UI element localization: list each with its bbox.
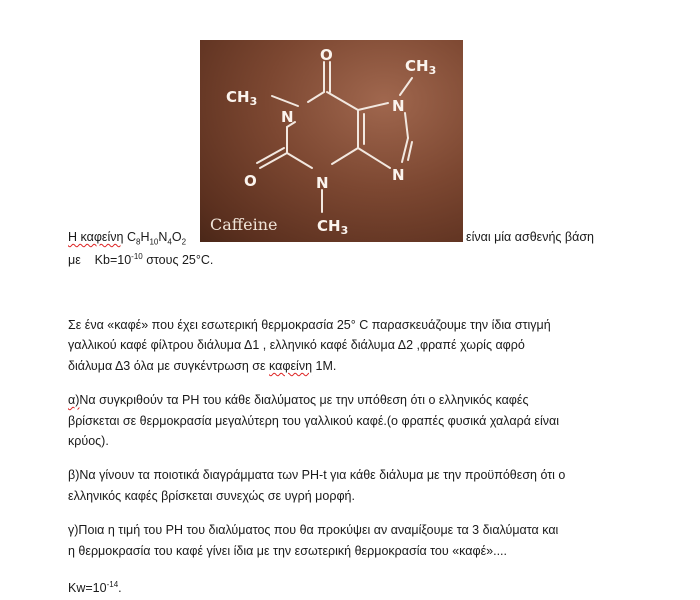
paragraph1-line3: διάλυμα Δ3 όλα με συγκέντρωση σε καφείνη 1Μ.	[68, 359, 337, 373]
atom-n3: N	[316, 174, 329, 192]
kw-line: $Kw=10^{-14}$.	[68, 580, 122, 596]
paragraph1-line1: Σε ένα «καφέ» που έχει εσωτερική θερμοκρασία 25° C παρασκευάζουμε την ίδια στιγμή	[68, 318, 551, 332]
question-c-line2: η θερμοκρασία του καφέ γίνει ίδια με την εσωτερική θερμοκρασία του «καφέ»....	[68, 544, 507, 558]
atom-o-left: O	[244, 172, 257, 190]
paragraph1-line2: γαλλικού καφέ φίλτρου διάλυμα Δ1 , ελληνικό καφέ διάλυμα Δ2 ,φραπέ χωρίς αφρό	[68, 338, 525, 352]
question-a-line3: κρύος).	[68, 434, 109, 448]
atom-n1: N	[281, 108, 294, 126]
question-b-line2: ελληνικός καφές βρίσκεται συνεχώς σε υγρή μορφή.	[68, 489, 355, 503]
caffeine-label: Caffeine	[210, 215, 278, 234]
atom-n9: N	[392, 166, 405, 184]
caffeine-structure-image	[200, 40, 463, 242]
weak-base-text: είναι μία ασθενής βάση	[466, 230, 595, 244]
caffeine-word: Η καφείνη	[68, 230, 124, 244]
methyl-top: $CH_3$	[405, 57, 437, 77]
question-a-line2: βρίσκεται σε θερμοκρασία μεγαλύτερη του γαλλικού καφέ.(ο φραπές φυσικά χαλαρά είναι	[68, 414, 559, 428]
intro-line	[68, 229, 186, 251]
caffeine-formula: $C_8H_{10}N_4O_2$	[126, 230, 187, 247]
question-c-line1: γ)Ποια η τιμή του PH του διαλύματος που θα προκύψει αν αναμίξουμε τα 3 διαλύματα και	[68, 523, 559, 537]
methyl-bottom: $CH_3$	[317, 217, 349, 237]
question-b-line1: β)Να γίνουν τα ποιοτικά διαγράμματα των PH-t για κάθε διάλυμα με την προϋπόθεση ότι ο	[68, 468, 566, 482]
question-a-line1: α)Να συγκριθούν τα PH του κάθε διαλύματος με την υπόθεση ότι ο ελληνικός καφές	[68, 393, 529, 407]
caffeine-structure-drawing	[200, 40, 463, 242]
atom-n7: N	[392, 97, 405, 115]
methyl-left: $CH_3$	[226, 88, 258, 108]
kb-line: με $Kb=10^{-10}$ στους 25°C.	[68, 252, 214, 268]
atom-o-top: O	[320, 46, 333, 64]
